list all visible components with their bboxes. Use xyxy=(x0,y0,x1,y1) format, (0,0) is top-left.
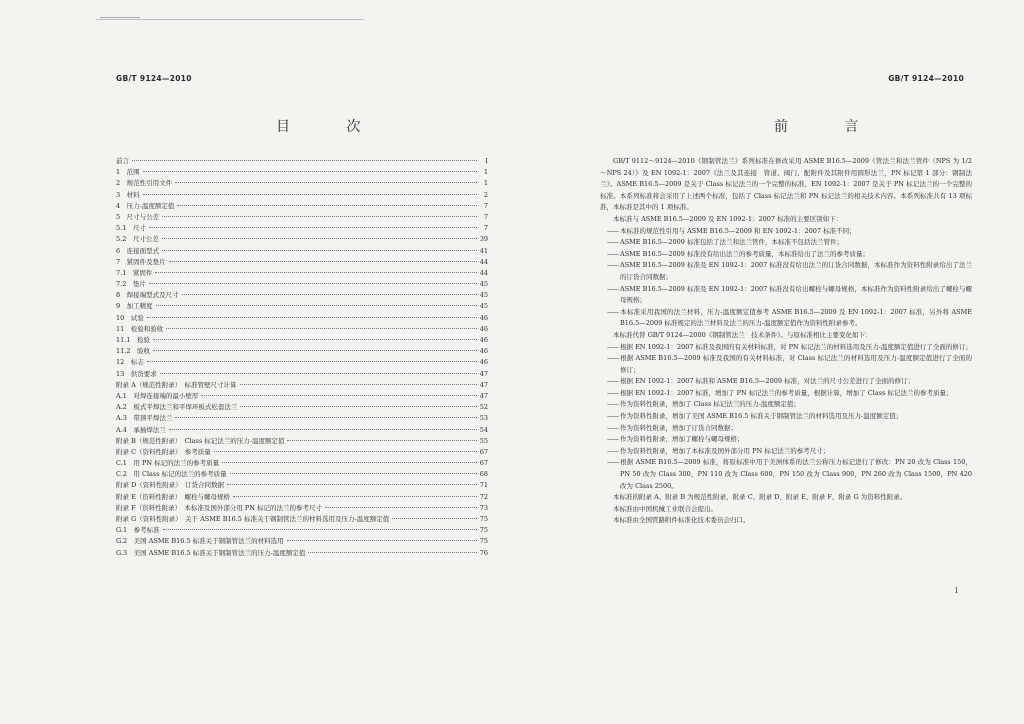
toc-entry[interactable] xyxy=(116,335,488,346)
toc-entry-label: 12 标志 xyxy=(116,358,144,367)
foreword-list-item: —— 根据 EN 1092-1：2007 标准，增加了 PN 标记法兰的参考质量，根据计算，增加了 Class 标记法兰的参考质量； xyxy=(600,388,972,400)
toc-entry[interactable] xyxy=(116,436,488,447)
foreword-paragraph: GB/T 9112～9124—2010《钢制管法兰》系列标准在修改采用 ASME B16.5—2009《管法兰和法兰管件（NPS 为 1/2～NPS 24）》及 EN 1092-1：2007《法兰及其连接 管道、阀门、配附件及其附件用圆形法兰，PN 标记第 1 部分：钢制法兰》。ASME B16.5—2009 是关于 Class 标记法兰的一个完整的标准，EN 1092-1：2007 是关于 PN 标记法兰的一个完整的标准。本系列标准将会采用了上述两个标准，包括了 Class 标记法兰和 PN 标记法兰的相关技术内容。本系列标准共有 13 项标准，本标准是其中的 1 项标准。 xyxy=(600,157,972,212)
standard-code-left: GB/T 9124—2010 xyxy=(116,74,192,83)
toc-entry-label: C.1 用 PN 标记的法兰的参考质量 xyxy=(116,459,220,468)
toc-entry[interactable] xyxy=(116,514,488,525)
toc-entry[interactable] xyxy=(116,223,488,234)
toc-dot-leader xyxy=(162,238,477,239)
toc-entry-page: 47 xyxy=(479,380,488,389)
foreword-paragraph: 本标准由中国机械工业联合会提出。 xyxy=(613,504,717,513)
toc-entry-page: 46 xyxy=(479,324,488,333)
toc-dot-leader xyxy=(240,406,476,407)
foreword-list-item: —— 作为资料性附录，增加了本标准及国外部分用 PN 标记法兰的参考尺寸； xyxy=(600,446,972,458)
toc-entry-label: 9 加工精度 xyxy=(116,302,153,311)
toc-entry-label: G.1 参考标准 xyxy=(116,526,160,535)
foreword-list-item: —— ASME B16.5—2009 标准及 EN 1092-1：2007 标准没有给出法兰的订货合同数据，本标准作为资料性附录给出了法兰的订货合同数据； xyxy=(600,260,972,283)
toc-entry-page: 39 xyxy=(479,235,488,244)
toc-dot-leader xyxy=(287,540,477,541)
toc-entry-label: 2 规范性引用文件 xyxy=(116,179,173,188)
toc-entry-page: 46 xyxy=(479,313,488,322)
toc-entry[interactable] xyxy=(116,257,488,268)
toc-entry[interactable] xyxy=(116,246,488,257)
toc-entry-page: 68 xyxy=(479,470,488,479)
toc-dot-leader xyxy=(325,507,477,508)
toc-entry[interactable] xyxy=(116,425,488,436)
toc-dot-leader xyxy=(182,294,477,295)
toc-entry[interactable] xyxy=(116,369,488,380)
toc-entry[interactable] xyxy=(116,268,488,279)
toc-entry[interactable] xyxy=(116,313,488,324)
toc-dot-leader xyxy=(222,462,477,463)
toc-entry[interactable] xyxy=(116,402,488,413)
toc-entry[interactable] xyxy=(116,357,488,368)
toc-dot-leader xyxy=(214,451,477,452)
toc-entry-page: 67 xyxy=(479,459,488,468)
toc-entry-label: 附录 B（规范性附录） Class 标记法兰的压力-温度额定值 xyxy=(116,436,285,445)
toc-dot-leader xyxy=(149,227,477,228)
toc-entry-label: 11.2 验收 xyxy=(116,347,150,356)
toc-dot-leader xyxy=(169,429,477,430)
page-number: Ⅰ xyxy=(955,587,958,595)
foreword-list-item: —— 作为资料性附录，增加了美国 ASME B16.5 标准关于钢制管法兰的材料选用及压力-温度额定值； xyxy=(600,411,972,423)
toc-entry-page: 46 xyxy=(479,347,488,356)
toc-dot-leader xyxy=(177,205,477,206)
toc-dot-leader xyxy=(175,417,476,418)
toc-entry-page: 44 xyxy=(479,257,488,266)
toc-entry-label: 5.2 尺寸公差 xyxy=(116,235,159,244)
toc-entry[interactable] xyxy=(116,548,488,559)
toc-entry-label: 7.2 垫片 xyxy=(116,280,146,289)
toc-entry-label: 5 尺寸与公差 xyxy=(116,212,160,221)
toc-entry-page: 67 xyxy=(479,447,488,456)
toc-entry-page: 7 xyxy=(483,224,488,233)
toc-entry-page: 75 xyxy=(479,526,488,535)
toc-entry[interactable] xyxy=(116,178,488,189)
toc-dot-leader xyxy=(308,552,476,553)
toc-entry-page: 46 xyxy=(479,336,488,344)
foreword-list-item: —— ASME B16.5—2009 标准及 EN 1092-1：2007 标准没有给出螺栓与螺母规格，本标准作为资料性附录给出了螺栓与螺母规格； xyxy=(600,284,972,307)
foreword-paragraph: 本标准与 ASME B16.5—2009 及 EN 1092-1：2007 标准的主要区别如下： xyxy=(613,214,843,223)
toc-entry-label: 附录 D（资料性附录） 订货合同数据 xyxy=(116,481,225,490)
toc-entry-page: 45 xyxy=(479,302,488,311)
toc-entry-label: 1 范围 xyxy=(116,168,140,177)
toc-entry[interactable] xyxy=(116,212,488,223)
toc-title: 目 次 xyxy=(276,119,387,135)
toc-dot-leader xyxy=(166,328,476,329)
toc-dot-leader xyxy=(143,171,477,172)
toc-entry-label: 7 紧固件及垫片 xyxy=(116,257,166,266)
toc-entry-page: 53 xyxy=(479,414,488,423)
toc-entry-page: 54 xyxy=(479,425,488,434)
toc-entry-label: 6 连接面型式 xyxy=(116,246,160,255)
toc-entry[interactable] xyxy=(116,324,488,335)
toc-entry[interactable] xyxy=(116,458,488,469)
toc-dot-leader xyxy=(240,384,477,385)
foreword-paragraph: 本标准由全国管路附件标准化技术委员会归口。 xyxy=(613,516,750,525)
toc-entry-page: Ⅰ xyxy=(485,157,488,165)
toc-entry-page: 55 xyxy=(479,436,488,445)
toc-entry-label: A.3 带颈平焊法兰 xyxy=(116,414,173,423)
toc-dot-leader xyxy=(147,317,477,318)
toc-entry[interactable] xyxy=(116,279,488,290)
toc-dot-leader xyxy=(143,194,477,195)
toc-entry-page: 76 xyxy=(479,548,488,557)
toc-entry[interactable] xyxy=(116,301,488,312)
toc-dot-leader xyxy=(153,339,477,340)
toc-entry-page: 1 xyxy=(483,179,488,188)
toc-entry[interactable] xyxy=(116,469,488,480)
toc-entry[interactable] xyxy=(116,413,488,424)
foreword-list-item: —— 作为资料性附录，增加了订货合同数据； xyxy=(600,423,972,435)
foreword-list-item: —— 作为资料性附录，增加了螺栓与螺母规格； xyxy=(600,434,972,446)
toc-entry-label: A.2 板式平焊法兰和平焊环板式松套法兰 xyxy=(116,403,238,412)
foreword-list-item: —— 本标准的规范性引用与 ASME B16.5—2009 和 EN 1092-1：2007 标准不同； xyxy=(600,226,972,238)
toc-entry-label: 3 材料 xyxy=(116,190,140,199)
toc-entry-label: 4 压力-温度额定值 xyxy=(116,201,175,210)
toc-entry-page: 41 xyxy=(479,246,488,255)
toc-entry-label: 11 检验和验收 xyxy=(116,324,164,333)
toc-entry-page: 7 xyxy=(483,212,488,221)
toc-dot-leader xyxy=(153,350,477,351)
toc-dot-leader xyxy=(230,473,477,474)
toc-dot-leader xyxy=(156,305,477,306)
toc-entry[interactable] xyxy=(116,290,488,301)
toc-entry[interactable] xyxy=(116,536,488,547)
toc-entry-label: 附录 C（资料性附录） 参考质量 xyxy=(116,447,211,456)
toc-dot-leader xyxy=(175,182,477,183)
toc-entry-page: 1 xyxy=(483,168,488,177)
toc-entry-label: G.3 美国 ASME B16.5 标准关于钢制管法兰的压力-温度额定值 xyxy=(116,548,306,557)
toc-entry[interactable] xyxy=(116,447,488,458)
toc-entry-page: 73 xyxy=(479,503,488,512)
toc-dot-leader xyxy=(155,272,476,273)
foreword-list-item: —— 根据 ASME B16.5—2009 标准，将原标准中用于美洲体系的法兰公称压力标记进行了修改：PN 20 改为 Class 150，PN 50 改为 Class 300，PN 110 改为 Class 600，PN 150 改为 Class 900，PN 260 改为 Class 1500，PN 420 改为 Class 2500。 xyxy=(600,457,972,492)
toc-entry-page: 7 xyxy=(483,201,488,210)
toc-entry-page: 75 xyxy=(479,537,488,546)
toc-dot-leader xyxy=(169,261,477,262)
toc-entry-page: 47 xyxy=(479,369,488,378)
foreword-list-item: —— 作为资料性附录，增加了 Class 标记法兰的压力-温度额定值； xyxy=(600,399,972,411)
toc-entry-label: 附录 A（规范性附录） 标准管壁尺寸计算 xyxy=(116,380,237,389)
standard-code-right: GB/T 9124—2010 xyxy=(888,74,964,83)
toc-entry-page: 75 xyxy=(479,515,488,523)
toc-entry-page: 46 xyxy=(479,358,488,367)
toc-entry-label: 7.1 紧固件 xyxy=(116,268,153,277)
toc-entry-page: 52 xyxy=(479,403,488,412)
toc-dot-leader xyxy=(163,529,477,530)
toc-dot-leader xyxy=(162,250,477,251)
foreword-list-item: —— 根据 ASME B16.5—2009 标准及我国的有关材料标准，对 Class 标记法兰的材料选用及压力-温度额定值进行了全面的修订； xyxy=(600,353,972,376)
toc-entry-label: 附录 G（资料性附录） 关于 ASME B16.5 标准关于钢制管法兰的材料选用及压力-温度额定值 xyxy=(116,515,390,523)
toc-entry[interactable] xyxy=(116,167,488,178)
toc-entry-label: 10 试验 xyxy=(116,313,144,322)
toc-entry-page: 45 xyxy=(479,291,488,300)
toc-entry[interactable] xyxy=(116,492,488,503)
toc-entry-label: A.4 承插焊法兰 xyxy=(116,425,166,434)
toc-entry[interactable] xyxy=(116,503,488,514)
foreword-page xyxy=(512,0,1024,724)
toc-entry-label: C.2 用 Class 标记的法兰的参考质量 xyxy=(116,470,227,479)
toc-entry-label: A.1 对焊连接端的最小壁厚 xyxy=(116,391,199,400)
toc-entry-page: 2 xyxy=(483,190,488,199)
foreword-list-item: —— 根据 EN 1092-1：2007 标准和 ASME B16.5—2009 标准，对法兰的尺寸公差进行了全面的修订； xyxy=(600,376,972,388)
foreword-body xyxy=(600,156,972,527)
toc-dot-leader xyxy=(227,484,477,485)
toc-entry-page: 45 xyxy=(479,280,488,289)
toc-dot-leader xyxy=(287,440,476,441)
toc-entry-label: G.2 美国 ASME B16.5 标准关于钢制管法兰的材料选用 xyxy=(116,537,284,546)
toc-entry-label: 前言 xyxy=(116,157,129,165)
toc-entry[interactable] xyxy=(116,380,488,391)
toc-dot-leader xyxy=(201,395,476,396)
toc-dot-leader xyxy=(149,283,477,284)
foreword-list-item: —— 根据 EN 1092-1：2007 标准及我国的有关材料标准，对 PN 标记法兰的材料选用及压力-温度额定值进行了全面的修订； xyxy=(600,342,972,354)
toc-dot-leader xyxy=(233,496,477,497)
foreword-list-item: —— ASME B16.5—2009 标准没有给出法兰的参考质量，本标准给出了法兰的参考质量； xyxy=(600,249,972,261)
toc-entry[interactable] xyxy=(116,391,488,402)
toc-entry-label: 13 供货要求 xyxy=(116,369,157,378)
toc-entry[interactable] xyxy=(116,201,488,212)
toc-dot-leader xyxy=(160,373,477,374)
toc-dot-leader xyxy=(162,216,477,217)
toc-entry[interactable] xyxy=(116,480,488,491)
toc-dot-leader xyxy=(132,160,477,161)
toc-entry[interactable] xyxy=(116,346,488,357)
foreword-paragraph: 本标准代替 GB/T 9124—2000《钢制管法兰 技术条件》。与原标准相比主要变化如下： xyxy=(613,330,872,339)
toc-entry-page: 72 xyxy=(479,492,488,501)
toc-entry-page: 44 xyxy=(479,268,488,277)
foreword-list-item: —— 本标准采用我国的法兰材料，压力-温度额定值参考 ASME B16.5—2009 及 EN 1092-1：2007 标准，另外将 ASME B16.5—2009 标准规定的法兰材料及法兰的压力-温度额定值作为资料性附录参考。 xyxy=(600,307,972,330)
toc-entry-label: 5.1 尺寸 xyxy=(116,224,146,233)
toc-entry-label: 附录 F（资料性附录） 本标准及国外部分用 PN 标记的法兰的参考尺寸 xyxy=(116,503,323,512)
toc-dot-leader xyxy=(147,361,477,362)
foreword-paragraph: 本标准的附录 A、附录 B 为规范性附录，附录 C、附录 D、附录 E、附录 F、附录 G 为资料性附录。 xyxy=(613,493,907,502)
toc-entry[interactable] xyxy=(116,156,488,167)
toc-entry[interactable] xyxy=(116,234,488,245)
toc-list xyxy=(116,156,488,559)
foreword-title: 前 言 xyxy=(774,119,885,135)
toc-dot-leader xyxy=(392,518,477,519)
toc-entry-page: 47 xyxy=(479,391,488,400)
toc-entry-page: 71 xyxy=(479,481,488,490)
toc-entry[interactable] xyxy=(116,525,488,536)
foreword-list-item: —— ASME B16.5—2009 标准包括了法兰和法兰管件，本标准不包括法兰管件； xyxy=(600,237,972,249)
toc-entry-label: 8 焊接端型式及尺寸 xyxy=(116,291,179,300)
toc-entry-label: 11.1 检验 xyxy=(116,336,150,344)
toc-entry[interactable] xyxy=(116,190,488,201)
toc-entry-label: 附录 E（资料性附录） 螺栓与螺母规格 xyxy=(116,492,231,501)
